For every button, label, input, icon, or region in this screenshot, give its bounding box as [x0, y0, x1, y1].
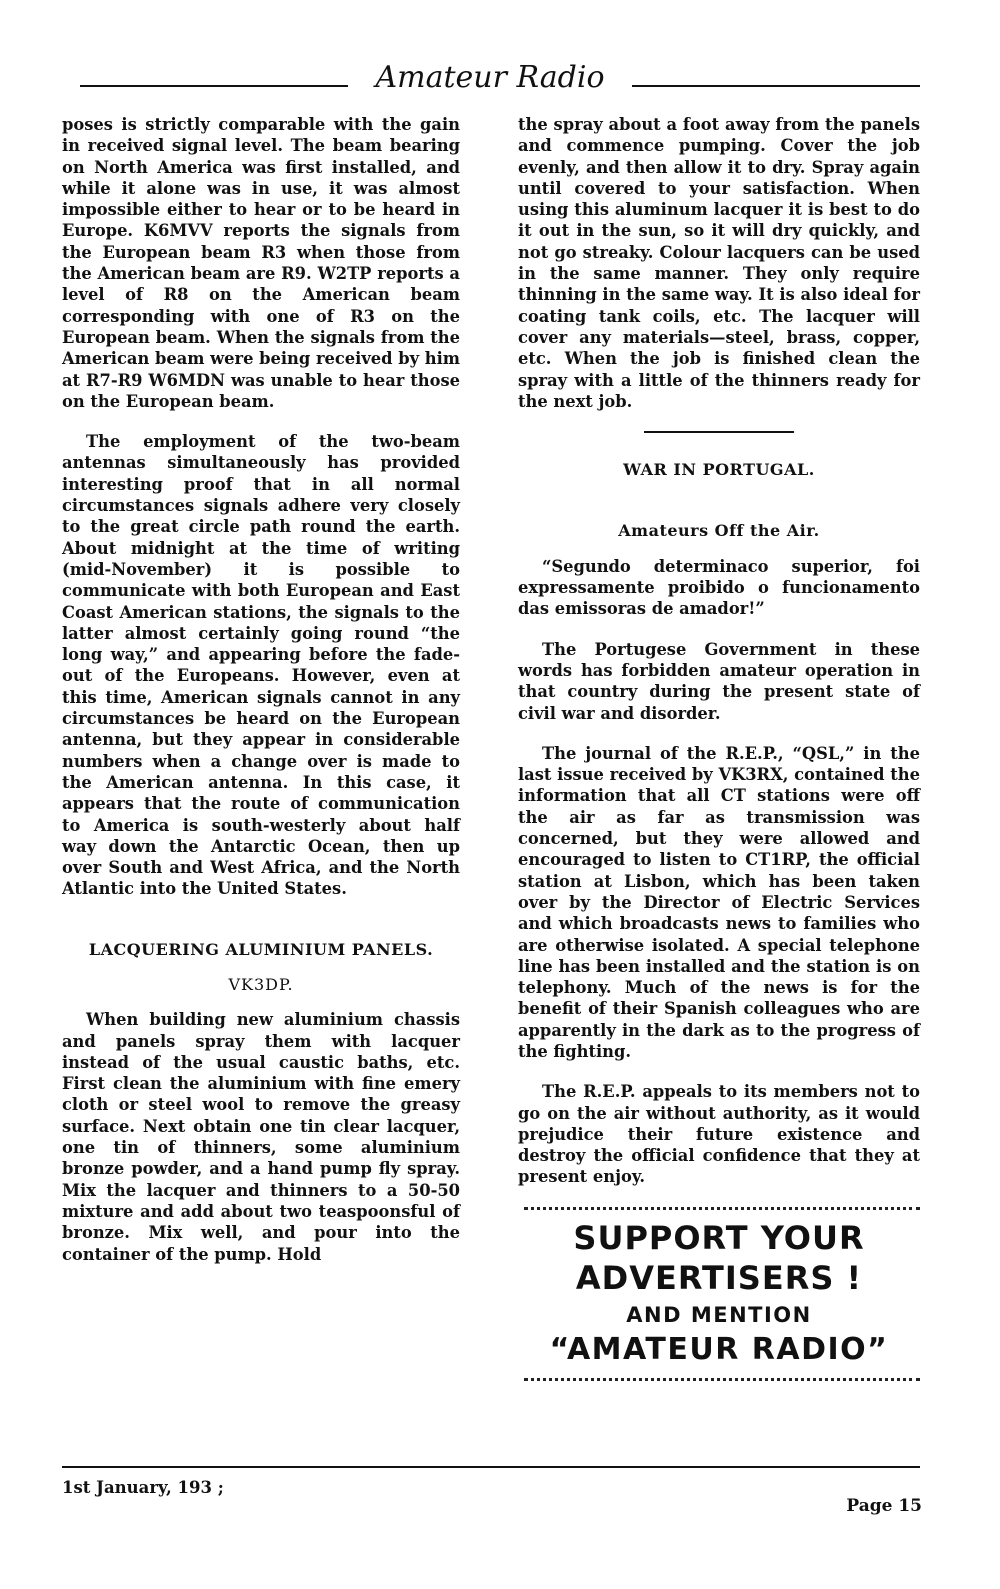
article-paragraph: The journal of the R.E.P., “QSL,” in the last issue received by VK3RX, contained the information that all CT stations were off the air as far as transmission was concerned, but they were allowed and encouraged to listen to CT1RP, the official station at Lisbon, which has been taken over by the Director of Electric Services and which broadcasts news to families who are otherwise isolated. A special telephone line has been installed and the station is on telephony. Much of the news is for the benefit of their Spanish colleagues who are apparently in the dark as to the progress of the fighting.	[518, 743, 920, 1061]
page-number: Page 15	[846, 1496, 922, 1516]
section-subheading: Amateurs Off the Air.	[618, 521, 820, 541]
advert-line: SUPPORT YOUR	[573, 1218, 865, 1257]
article-paragraph: the spray about a foot away from the panels and commence pumping. Cover the job evenly, and then allow it to dry. Spray again until covered to your satisfaction. When using this aluminum lacquer it is best to do it out in the sun, so it will dry quickly, and not go streaky. Colour lacquers can be used in the same manner. They only require thinning in the same way. It is also ideal for coating tank coils, etc. The lacquer will cover any materials—steel, brass, copper, etc. When the job is finished clean the spray with a little of the thinners ready for the next job.	[518, 115, 920, 411]
article-paragraph: poses is strictly comparable with the gain in received signal level. The beam bearing on North America was first installed, and while it alone was in use, it was almost impossible either to hear or to be heard in Europe. K6MVV reports the signals from the European beam R3 when those from the American beam are R9. W2TP reports a level of R8 on the American beam corresponding with one of R3 on the European beam. When the signals from the American beam were being received by him at R7-R9 W6MDN was unable to hear those on the European beam.	[62, 115, 460, 411]
section-divider	[644, 431, 794, 433]
advert-line: “AMATEUR RADIO”	[549, 1331, 889, 1367]
right-column	[518, 114, 920, 1381]
section-heading-war: WAR IN PORTUGAL.	[623, 460, 815, 480]
left-column	[62, 114, 460, 1284]
masthead-title: Amateur Radio	[375, 60, 605, 95]
advert-line: ADVERTISERS !	[575, 1258, 863, 1297]
masthead-rule-right	[632, 85, 920, 87]
dotted-rule-bottom	[524, 1378, 920, 1381]
section-byline: VK3DP.	[228, 974, 294, 994]
article-paragraph: The employment of the two-beam antennas simultaneously has provided interesting proof that in all normal circumstances signals adhere very closely to the great circle path round the earth. About midnight at the time of writing (mid-November) it is possible to communicate with both European and East Coast American stations, the signals to the latter almost certainly going round “the long way,” and appearing before the fade-out of the Europeans. However, even at this time, American signals cannot in any circumstances be heard on the European antenna, but they appear in considerable numbers when a change over is made to the American antenna. In this case, it appears that the route of communication to America is south-westerly about half way down the Antarctic Ocean, then up over South and West Africa, and the North Atlantic into the United States.	[62, 432, 460, 899]
article-paragraph: The Portugese Government in these words has forbidden amateur operation in that country during the present state of civil war and disorder.	[518, 639, 920, 723]
masthead-rule-left	[80, 85, 348, 87]
quote-paragraph: “Segundo determinaco superior, foi expressamente proibido o funcionamento das emissoras de amador!”	[518, 556, 920, 619]
footer-rule	[62, 1466, 920, 1468]
footer-date: 1st January, 193 ;	[62, 1478, 224, 1497]
advert-box	[518, 1210, 920, 1378]
advert-line: AND MENTION	[626, 1302, 812, 1327]
article-paragraph: The R.E.P. appeals to its members not to go on the air without authority, as it would prejudice their future existence and destroy the official confidence that they at present enjoy.	[518, 1082, 920, 1187]
masthead	[80, 58, 920, 98]
article-paragraph: When building new aluminium chassis and panels spray them with lacquer instead of the usual caustic baths, etc. First clean the aluminium with fine emery cloth or steel wool to remove the greasy surface. Next obtain one tin clear lacquer, one tin of thinners, some aluminium bronze powder, and a hand pump fly spray. Mix the lacquer and thinners to a 50-50 mixture and add about two teaspoonsful of bronze. Mix well, and pour into the container of the pump. Hold	[62, 1010, 460, 1264]
section-heading-lacquering: LACQUERING ALUMINIUM PANELS.	[88, 939, 434, 959]
